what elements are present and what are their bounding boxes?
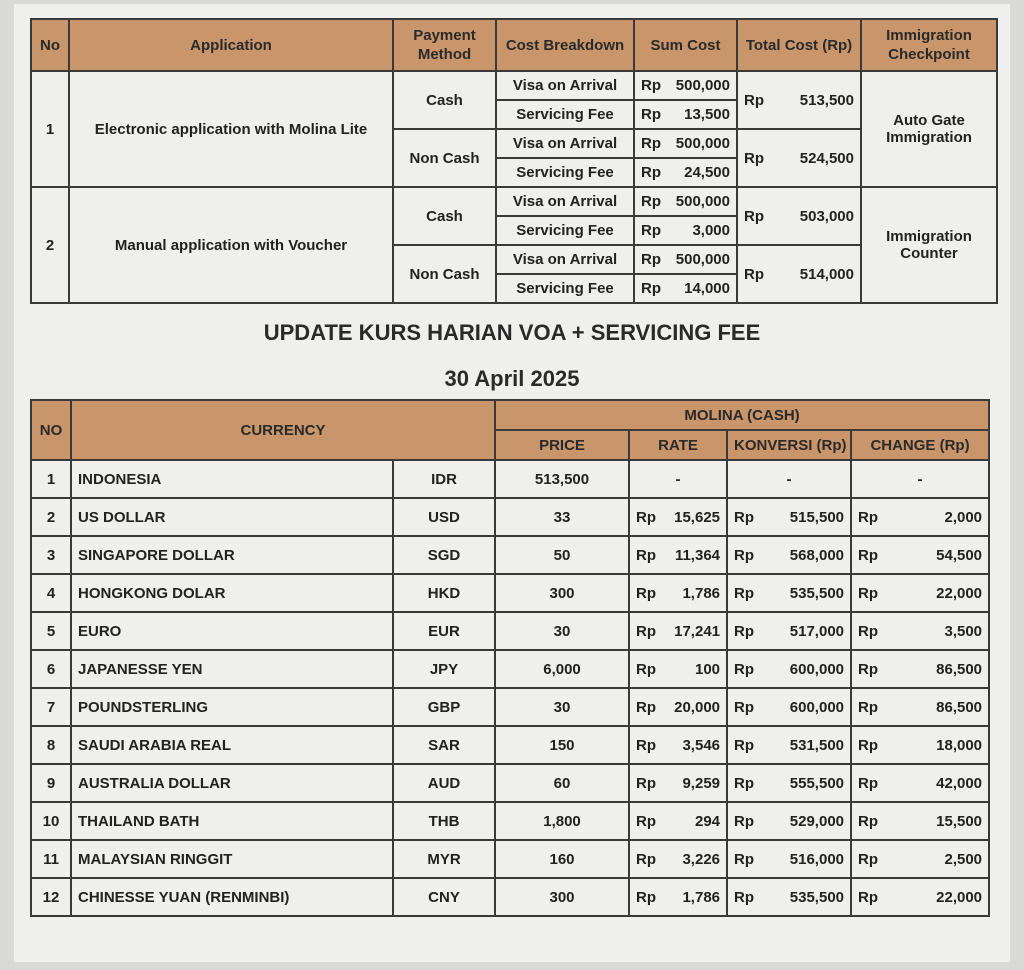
currency-konversi <box>727 802 851 840</box>
sum-cost <box>634 187 737 216</box>
currency-no: 3 <box>31 536 71 574</box>
currency-rate <box>629 612 727 650</box>
cost-table <box>30 18 998 304</box>
currency-change-amount: 54,500 <box>936 546 983 564</box>
currency-konversi-currency: Rp <box>734 584 755 602</box>
currency-no: 5 <box>31 612 71 650</box>
currency-change <box>851 878 989 916</box>
currency-konversi-amount: 531,500 <box>789 736 845 754</box>
currency-price: 30 <box>495 612 629 650</box>
currency-name: CHINESSE YUAN (RENMINBI) <box>71 878 393 916</box>
currency-price: 150 <box>495 726 629 764</box>
sum-cost-amount: 14,000 <box>684 280 730 297</box>
cost-item-label: Servicing Fee <box>496 158 634 187</box>
currency-change-currency: Rp <box>858 736 879 754</box>
sum-cost-currency: Rp <box>641 135 661 152</box>
cost-item-label: Servicing Fee <box>496 100 634 129</box>
currency-change-currency: Rp <box>858 584 879 602</box>
sum-cost <box>634 245 737 274</box>
currency-rate-amount: 9,259 <box>682 774 721 792</box>
currency-rate-amount: 11,364 <box>674 546 721 564</box>
col-change: CHANGE (Rp) <box>851 430 989 460</box>
col-price: PRICE <box>495 430 629 460</box>
currency-change-currency: Rp <box>858 774 879 792</box>
currency-code: CNY <box>393 878 495 916</box>
sum-cost <box>634 216 737 245</box>
cost-row <box>31 187 997 216</box>
immigration-checkpoint: Auto Gate Immigration <box>861 71 997 187</box>
immigration-checkpoint: Immigration Counter <box>861 187 997 303</box>
currency-no: 9 <box>31 764 71 802</box>
currency-code: AUD <box>393 764 495 802</box>
currency-konversi-currency: Rp <box>734 850 755 868</box>
currency-rate-currency: Rp <box>636 546 657 564</box>
currency-rate: - <box>629 460 727 498</box>
currency-no: 1 <box>31 460 71 498</box>
col-sum-cost: Sum Cost <box>634 19 737 71</box>
currency-konversi-currency: Rp <box>734 546 755 564</box>
sum-cost-amount: 13,500 <box>684 106 730 123</box>
sum-cost <box>634 100 737 129</box>
currency-code: MYR <box>393 840 495 878</box>
currency-change-currency: Rp <box>858 850 879 868</box>
total-cost-amount: 513,500 <box>799 91 854 109</box>
currency-rate <box>629 840 727 878</box>
currency-change-amount: 3,500 <box>944 622 983 640</box>
currency-rate-currency: Rp <box>636 622 657 640</box>
total-cost-currency: Rp <box>744 149 764 167</box>
currency-change <box>851 840 989 878</box>
currency-rate-currency: Rp <box>636 888 657 906</box>
currency-rate-amount: 20,000 <box>674 698 721 716</box>
cost-item-label: Servicing Fee <box>496 274 634 303</box>
sum-cost-currency: Rp <box>641 106 661 123</box>
col-application: Application <box>69 19 393 71</box>
cost-item-label: Visa on Arrival <box>496 245 634 274</box>
currency-code: SAR <box>393 726 495 764</box>
currency-konversi <box>727 574 851 612</box>
currency-konversi-currency: Rp <box>734 774 755 792</box>
currency-row <box>31 612 989 650</box>
currency-konversi <box>727 650 851 688</box>
currency-name: US DOLLAR <box>71 498 393 536</box>
currency-rate <box>629 536 727 574</box>
currency-price: 300 <box>495 574 629 612</box>
currency-konversi-amount: 515,500 <box>789 508 845 526</box>
currency-konversi <box>727 726 851 764</box>
sum-cost <box>634 71 737 100</box>
currency-konversi <box>727 536 851 574</box>
sum-cost-currency: Rp <box>641 280 661 297</box>
currency-change-amount: 42,000 <box>936 774 983 792</box>
currency-change-currency: Rp <box>858 546 879 564</box>
currency-konversi-amount: 529,000 <box>789 812 845 830</box>
currency-price: 1,800 <box>495 802 629 840</box>
cost-row <box>31 71 997 100</box>
cost-item-label: Visa on Arrival <box>496 129 634 158</box>
currency-code: IDR <box>393 460 495 498</box>
currency-name: POUNDSTERLING <box>71 688 393 726</box>
payment-method: Cash <box>393 71 496 129</box>
cost-row-no: 2 <box>31 187 69 303</box>
currency-change-currency: Rp <box>858 888 879 906</box>
currency-rate-amount: 15,625 <box>674 508 721 526</box>
currency-change <box>851 612 989 650</box>
col-no: NO <box>31 400 71 460</box>
currency-row <box>31 802 989 840</box>
currency-no: 7 <box>31 688 71 726</box>
currency-no: 6 <box>31 650 71 688</box>
col-cost-breakdown: Cost Breakdown <box>496 19 634 71</box>
currency-konversi-currency: Rp <box>734 812 755 830</box>
currency-rate-currency: Rp <box>636 774 657 792</box>
currency-konversi <box>727 840 851 878</box>
sum-cost <box>634 129 737 158</box>
cost-row-no: 1 <box>31 71 69 187</box>
currency-rate <box>629 574 727 612</box>
currency-konversi-currency: Rp <box>734 622 755 640</box>
currency-change <box>851 574 989 612</box>
currency-change <box>851 688 989 726</box>
col-currency: CURRENCY <box>71 400 495 460</box>
sum-cost <box>634 158 737 187</box>
total-cost-currency: Rp <box>744 207 764 225</box>
currency-code: EUR <box>393 612 495 650</box>
currency-row <box>31 764 989 802</box>
currency-konversi-amount: 535,500 <box>789 888 845 906</box>
sum-cost-amount: 500,000 <box>675 135 730 152</box>
currency-change <box>851 726 989 764</box>
currency-name: THAILAND BATH <box>71 802 393 840</box>
currency-change-amount: 18,000 <box>936 736 983 754</box>
total-cost-currency: Rp <box>744 91 764 109</box>
currency-code: USD <box>393 498 495 536</box>
total-cost-currency: Rp <box>744 265 764 283</box>
currency-konversi <box>727 612 851 650</box>
total-cost-amount: 524,500 <box>799 149 854 167</box>
col-payment-method: Payment Method <box>393 19 496 71</box>
currency-row <box>31 460 989 498</box>
payment-method: Non Cash <box>393 129 496 187</box>
currency-konversi-amount: 600,000 <box>789 698 845 716</box>
currency-rate-currency: Rp <box>636 584 657 602</box>
total-cost <box>737 71 861 129</box>
rate-table <box>30 399 990 917</box>
total-cost <box>737 129 861 187</box>
currency-konversi-amount: 555,500 <box>789 774 845 792</box>
currency-rate <box>629 650 727 688</box>
currency-change-amount: 2,500 <box>944 850 983 868</box>
currency-no: 2 <box>31 498 71 536</box>
currency-no: 12 <box>31 878 71 916</box>
currency-name: SINGAPORE DOLLAR <box>71 536 393 574</box>
currency-code: JPY <box>393 650 495 688</box>
currency-rate-amount: 1,786 <box>682 888 721 906</box>
currency-name: AUSTRALIA DOLLAR <box>71 764 393 802</box>
rate-table-header <box>31 400 989 430</box>
currency-change <box>851 498 989 536</box>
page-title: UPDATE KURS HARIAN VOA + SERVICING FEE <box>263 320 761 345</box>
currency-konversi <box>727 498 851 536</box>
total-cost <box>737 187 861 245</box>
currency-konversi-currency: Rp <box>734 660 755 678</box>
currency-rate-amount: 3,226 <box>682 850 721 868</box>
currency-konversi-amount: 568,000 <box>789 546 845 564</box>
currency-row <box>31 498 989 536</box>
currency-change <box>851 802 989 840</box>
currency-row <box>31 878 989 916</box>
sum-cost-currency: Rp <box>641 164 661 181</box>
sum-cost-currency: Rp <box>641 193 661 210</box>
currency-change <box>851 536 989 574</box>
currency-name: INDONESIA <box>71 460 393 498</box>
currency-change-amount: 15,500 <box>936 812 983 830</box>
currency-change-currency: Rp <box>858 660 879 678</box>
currency-change: - <box>851 460 989 498</box>
currency-konversi-currency: Rp <box>734 888 755 906</box>
currency-change-amount: 22,000 <box>936 888 983 906</box>
application-name: Electronic application with Molina Lite <box>69 71 393 187</box>
currency-rate-currency: Rp <box>636 698 657 716</box>
currency-code: HKD <box>393 574 495 612</box>
currency-name: SAUDI ARABIA REAL <box>71 726 393 764</box>
currency-code: SGD <box>393 536 495 574</box>
currency-change-amount: 22,000 <box>936 584 983 602</box>
currency-change-currency: Rp <box>858 622 879 640</box>
currency-change-currency: Rp <box>858 812 879 830</box>
sum-cost-currency: Rp <box>641 77 661 94</box>
currency-name: EURO <box>71 612 393 650</box>
currency-price: 300 <box>495 878 629 916</box>
currency-change-amount: 2,000 <box>944 508 983 526</box>
currency-no: 4 <box>31 574 71 612</box>
currency-price: 30 <box>495 688 629 726</box>
currency-change-amount: 86,500 <box>936 698 983 716</box>
currency-price: 160 <box>495 840 629 878</box>
currency-no: 10 <box>31 802 71 840</box>
sum-cost-amount: 500,000 <box>675 77 730 94</box>
currency-change-currency: Rp <box>858 508 879 526</box>
currency-rate-amount: 3,546 <box>682 736 721 754</box>
currency-row <box>31 650 989 688</box>
col-rate: RATE <box>629 430 727 460</box>
sum-cost-amount: 500,000 <box>675 193 730 210</box>
currency-rate-currency: Rp <box>636 508 657 526</box>
currency-name: HONGKONG DOLAR <box>71 574 393 612</box>
payment-method: Non Cash <box>393 245 496 303</box>
currency-price: 50 <box>495 536 629 574</box>
cost-item-label: Servicing Fee <box>496 216 634 245</box>
currency-no: 11 <box>31 840 71 878</box>
currency-rate-currency: Rp <box>636 736 657 754</box>
currency-rate-amount: 294 <box>694 812 721 830</box>
total-cost-amount: 503,000 <box>799 207 854 225</box>
currency-row <box>31 536 989 574</box>
currency-price: 33 <box>495 498 629 536</box>
currency-price: 6,000 <box>495 650 629 688</box>
col-no: No <box>31 19 69 71</box>
currency-konversi <box>727 764 851 802</box>
sum-cost <box>634 274 737 303</box>
currency-name: JAPANESSE YEN <box>71 650 393 688</box>
col-group-molina: MOLINA (CASH) <box>495 400 989 430</box>
currency-konversi-amount: 516,000 <box>789 850 845 868</box>
currency-rate <box>629 726 727 764</box>
currency-no: 8 <box>31 726 71 764</box>
currency-konversi <box>727 688 851 726</box>
currency-price: 513,500 <box>495 460 629 498</box>
sum-cost-currency: Rp <box>641 251 661 268</box>
currency-konversi-currency: Rp <box>734 736 755 754</box>
currency-konversi <box>727 878 851 916</box>
currency-konversi-amount: 535,500 <box>789 584 845 602</box>
currency-rate-amount: 1,786 <box>682 584 721 602</box>
currency-code: THB <box>393 802 495 840</box>
sum-cost-currency: Rp <box>641 222 661 239</box>
currency-code: GBP <box>393 688 495 726</box>
currency-name: MALAYSIAN RINGGIT <box>71 840 393 878</box>
cost-item-label: Visa on Arrival <box>496 71 634 100</box>
total-cost-amount: 514,000 <box>799 265 854 283</box>
currency-rate-amount: 100 <box>694 660 721 678</box>
currency-rate <box>629 764 727 802</box>
currency-rate <box>629 688 727 726</box>
currency-konversi: - <box>727 460 851 498</box>
total-cost <box>737 245 861 303</box>
currency-konversi-amount: 600,000 <box>789 660 845 678</box>
col-konversi: KONVERSI (Rp) <box>727 430 851 460</box>
currency-konversi-currency: Rp <box>734 698 755 716</box>
application-name: Manual application with Voucher <box>69 187 393 303</box>
currency-change-amount: 86,500 <box>936 660 983 678</box>
currency-row <box>31 840 989 878</box>
currency-rate-currency: Rp <box>636 850 657 868</box>
cost-item-label: Visa on Arrival <box>496 187 634 216</box>
currency-konversi-currency: Rp <box>734 508 755 526</box>
cost-table-header <box>31 19 997 71</box>
currency-rate <box>629 498 727 536</box>
sum-cost-amount: 500,000 <box>675 251 730 268</box>
currency-change-currency: Rp <box>858 698 879 716</box>
currency-rate-amount: 17,241 <box>674 622 721 640</box>
sum-cost-amount: 3,000 <box>692 222 730 239</box>
currency-change <box>851 764 989 802</box>
currency-rate-currency: Rp <box>636 660 657 678</box>
currency-price: 60 <box>495 764 629 802</box>
currency-row <box>31 574 989 612</box>
col-total-cost: Total Cost (Rp) <box>737 19 861 71</box>
col-checkpoint: Immigration Checkpoint <box>861 19 997 71</box>
currency-row <box>31 688 989 726</box>
currency-change <box>851 650 989 688</box>
currency-rate-currency: Rp <box>636 812 657 830</box>
currency-rate <box>629 802 727 840</box>
payment-method: Cash <box>393 187 496 245</box>
page-date: 30 April 2025 <box>444 366 580 391</box>
currency-konversi-amount: 517,000 <box>789 622 845 640</box>
currency-row <box>31 726 989 764</box>
currency-rate <box>629 878 727 916</box>
sum-cost-amount: 24,500 <box>684 164 730 181</box>
